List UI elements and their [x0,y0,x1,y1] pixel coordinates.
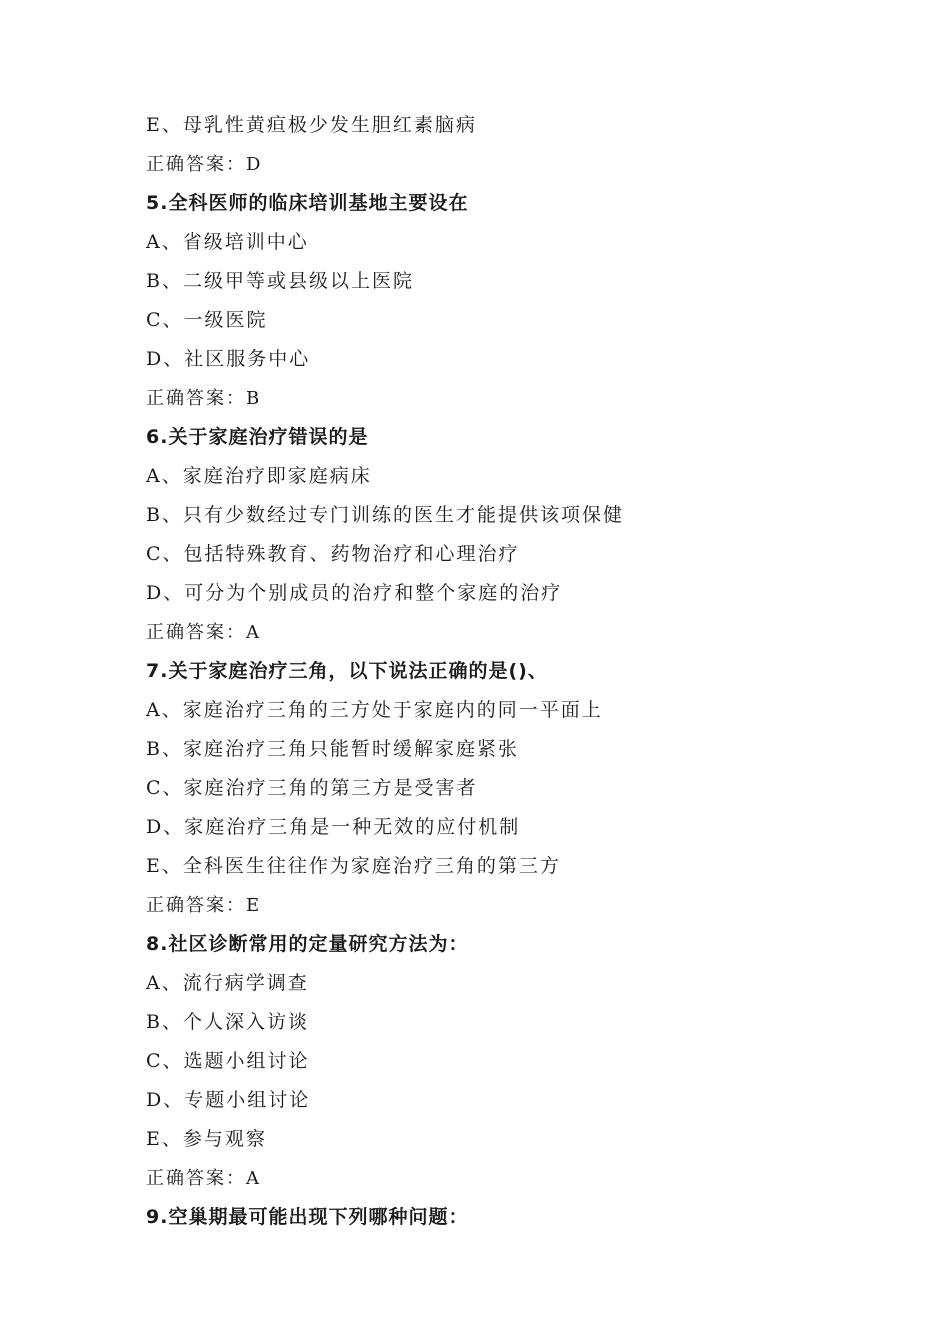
question-list [146,106,866,1237]
option-b: B、二级甲等或县级以上医院 [146,270,414,292]
option-c: C、一级医院 [146,309,268,331]
option-e: E、参与观察 [146,1128,267,1150]
correct-answer: 正确答案：E [146,895,262,916]
question-6: 6.关于家庭治疗错误的是 [146,426,369,448]
option-a: A、家庭治疗即家庭病床 [146,465,372,487]
question-9: 9.空巢期最可能出现下列哪种问题： [146,1206,469,1228]
correct-answer: 正确答案：A [146,1168,261,1189]
option-a: A、家庭治疗三角的三方处于家庭内的同一平面上 [146,699,603,721]
option-d: D、社区服务中心 [146,348,311,370]
option-c: C、选题小组讨论 [146,1050,310,1072]
option-d: D、家庭治疗三角是一种无效的应付机制 [146,816,521,838]
option-e: E、母乳性黄疸极少发生胆红素脑病 [146,114,477,136]
option-e: E、全科医生往往作为家庭治疗三角的第三方 [146,855,561,877]
option-d: D、专题小组讨论 [146,1089,311,1111]
correct-answer: 正确答案：D [146,154,263,175]
option-d: D、可分为个别成员的治疗和整个家庭的治疗 [146,582,563,604]
correct-answer: 正确答案：B [146,388,262,409]
question-8: 8.社区诊断常用的定量研究方法为： [146,933,469,955]
option-c: C、家庭治疗三角的第三方是受害者 [146,777,478,799]
option-b: B、只有少数经过专门训练的医生才能提供该项保健 [146,504,624,526]
question-5: 5.全科医师的临床培训基地主要设在 [146,192,469,214]
correct-answer: 正确答案：A [146,622,261,643]
option-b: B、家庭治疗三角只能暂时缓解家庭紧张 [146,738,519,760]
option-b: B、个人深入访谈 [146,1011,309,1033]
option-c: C、包括特殊教育、药物治疗和心理治疗 [146,543,520,565]
option-a: A、省级培训中心 [146,231,309,253]
question-7: 7.关于家庭治疗三角，以下说法正确的是()、 [146,660,548,682]
option-a: A、流行病学调查 [146,972,309,994]
